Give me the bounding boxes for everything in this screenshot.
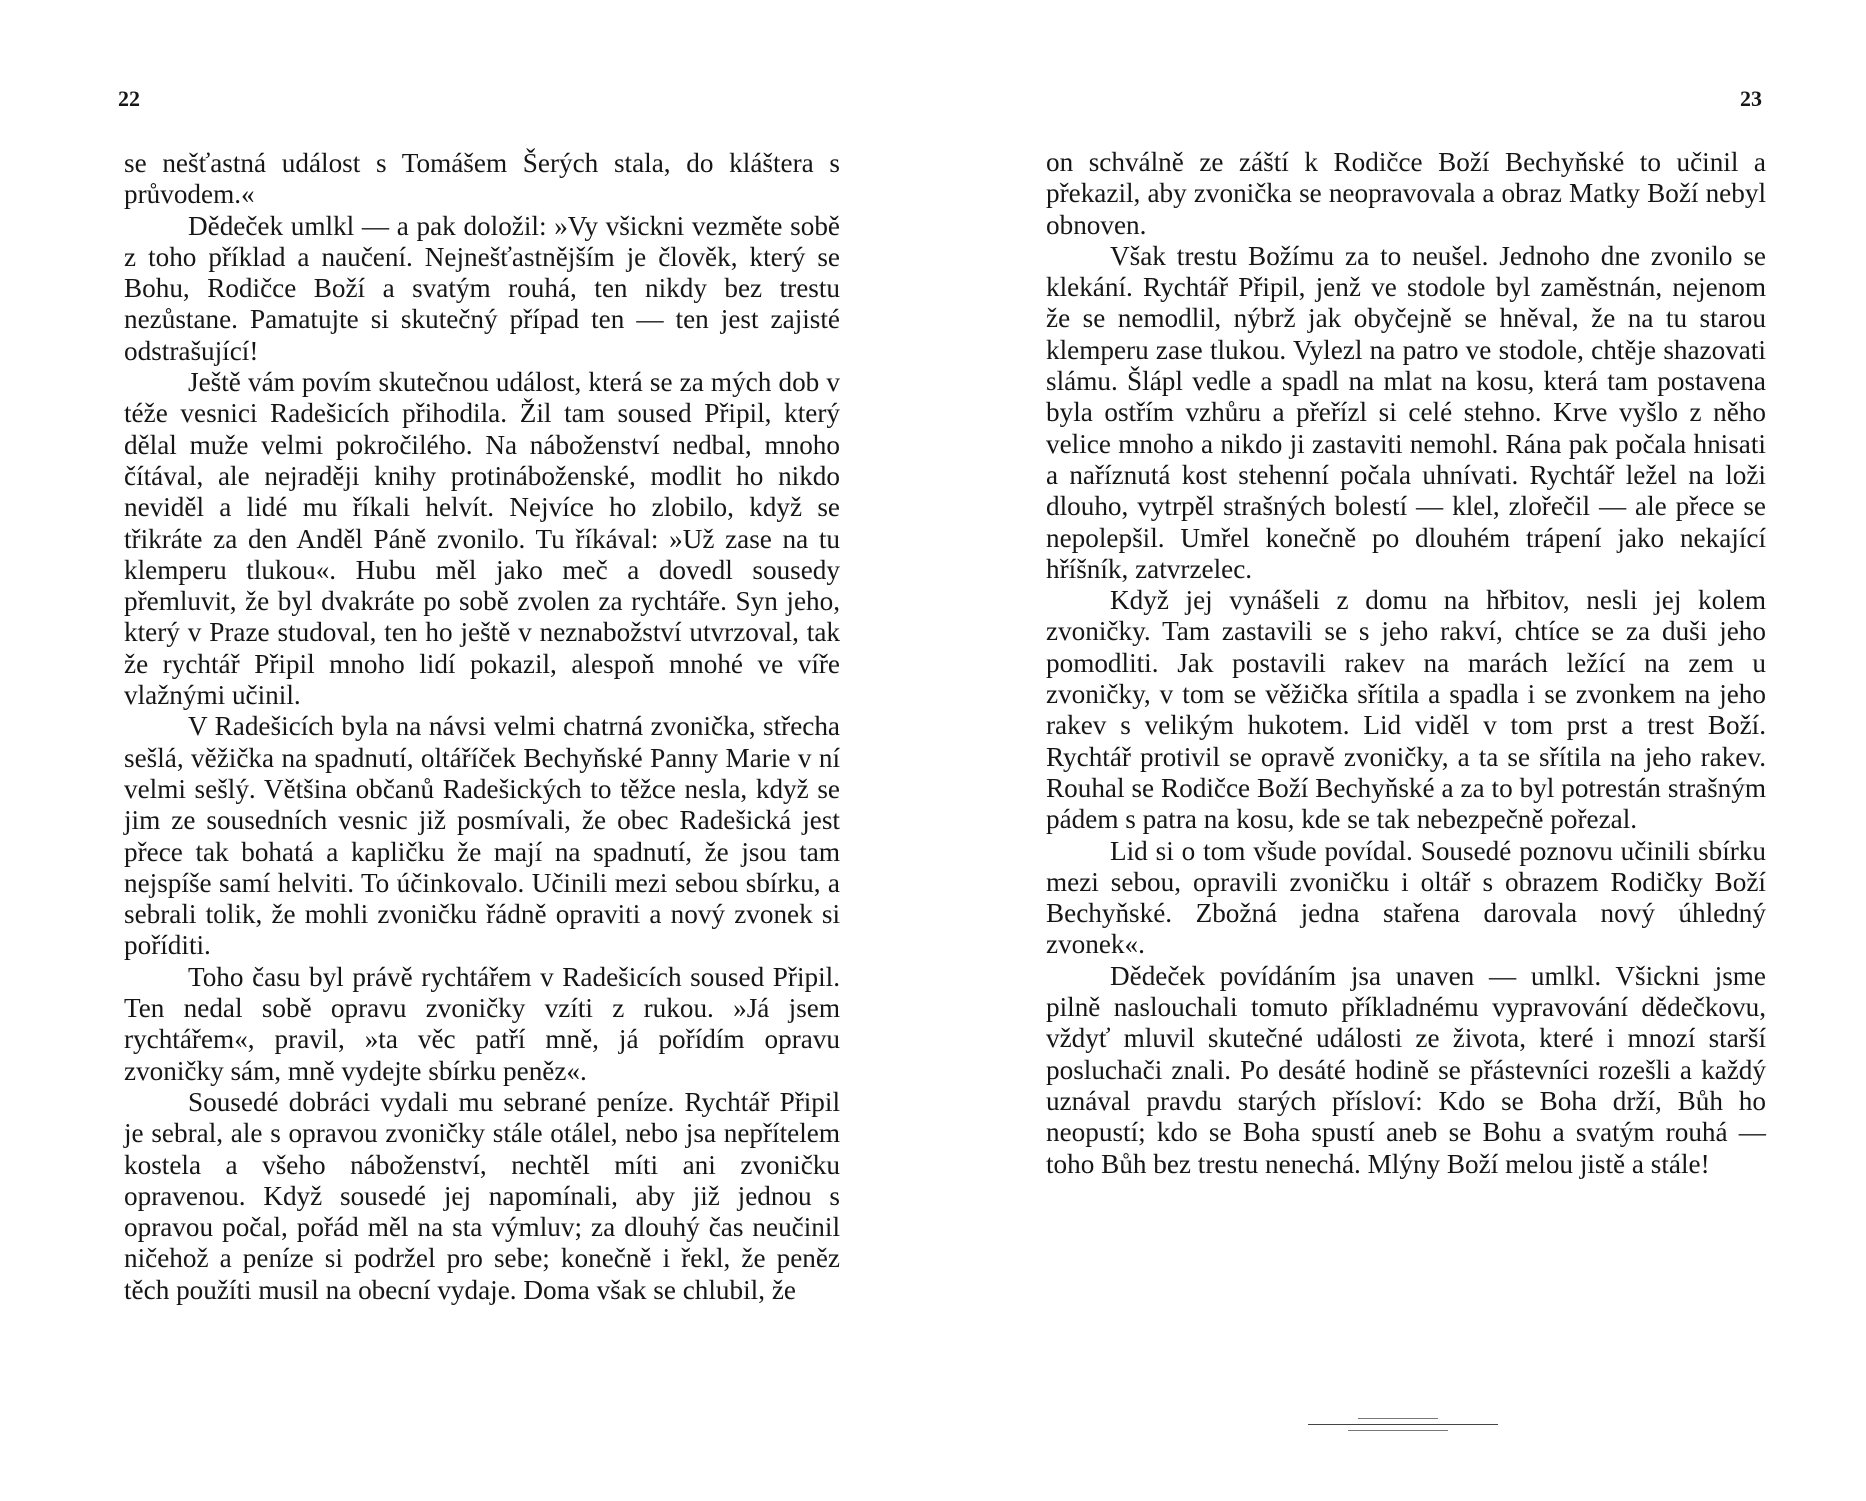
paragraph: Dědeček povídáním jsa unaven — umlkl. Všickni jsme pilně naslouchali tomuto příkladnému vypravování dědečkovu, vždyť mluvil skutečné události ze života, které i mnozí starší posluchači znali. Po desáté hodině se přástevníci rozešli a každý uznával pravdu starých přísloví: Kdo se Boha drží, Bůh ho neopustí; kdo se Boha spustí aneb se Bohu a svatým rouhá — toho Bůh bez trestu nenechá. Mlýny Boží melou jistě a stále!: [1046, 960, 1766, 1179]
page-number: 23: [1740, 86, 1762, 111]
paragraph: Dědeček umlkl — a pak doložil: »Vy všickni vezměte sobě z toho příklad a naučení. Nejnešťastnějším je člověk, který se Bohu, Rodičce Boží a svatým rouhá, ten nikdy bez trestu nezůstane. Pamatujte si skutečný případ ten — ten jest zajisté odstrašující!: [124, 210, 840, 366]
paragraph: Však trestu Božímu za to neušel. Jednoho dne zvonilo se klekání. Rychtář Připil, jenž ve stodole byl zaměstnán, nejenom že se nemodlil, nýbrž jak obyčejně se hněval, že na tu starou klemperu zase tlukou. Vylezl na patro ve stodole, chtěje shazovati slámu. Šlápl vedle a spadl na mlat na kosu, která tam postavena byla ostřím vzhůru a přeřízl si celé stehno. Krve vyšlo z něho velice mnoho a nikdo ji zastaviti nemohl. Rána pak počala hnisati a naříznutá kost stehenní počala uhnívati. Rychtář ležel na loži dlouho, vytrpěl strašných bolestí — klel, zlořečil — ale přece se nepolepšil. Umřel konečně po dlouhém trápení jako nekající hříšník, zatvrzelec.: [1046, 240, 1766, 584]
paragraph: Ještě vám povím skutečnou událost, která se za mých dob v téže vesnici Radešicích přihodila. Žil tam soused Připil, který dělal muže velmi pokročilého. Na náboženství nedbal, mnoho čítával, ale nejraději knihy protináboženské, modlit ho nikdo neviděl a lidé mu říkali helvít. Nejvíce ho zlobilo, když se třikráte za den Anděl Páně zvonilo. Tu říkával: »Už zase na tu klemperu tlukou«. Hubu měl jako meč a dovedl sousedy přemluvit, že byl dvakráte po sobě zvolen za rychtáře. Syn jeho, který v Praze studoval, ten ho ještě v neznabožství utvrzoval, tak že rychtář Připil mnoho lidí pokazil, alespoň mnohé ve víře vlažnými učinil.: [124, 367, 840, 711]
end-ornament-rule: [1308, 1418, 1498, 1432]
paragraph: on schválně ze záští k Rodičce Boží Bechyňské to učinil a překazil, aby zvonička se neopravovala a obraz Matky Boží nebyl obnoven.: [1046, 147, 1766, 240]
paragraph: Toho času byl právě rychtářem v Radešicích soused Připil. Ten nedal sobě opravu zvoničky vzíti z rukou. »Já jsem rychtářem«, pravil, »ta věc patří mně, já pořídím opravu zvoničky sám, mně vydejte sbírku peněz«.: [124, 961, 840, 1086]
paragraph: Sousedé dobráci vydali mu sebrané peníze. Rychtář Připil je sebral, ale s opravou zvoničky stále otálel, nebo jsa nepřítelem kostela a všeho náboženství, nechtěl míti ani zvoničku opravenou. Když sousedé jej napomínali, aby již jednou s opravou počal, pořád měl na sta výmluv; za dlouhý čas neučinil ničehož a peníze si podržel pro sebe; konečně i řekl, že peněz těch použíti musil na obecní vydaje. Doma však se chlubil, že: [124, 1086, 840, 1305]
page-number: 22: [118, 86, 140, 111]
paragraph: V Radešicích byla na návsi velmi chatrná zvonička, střecha sešlá, věžička na spadnutí, oltáříček Bechyňské Panny Marie v ní velmi sešlý. Většina občanů Radešických to těžce nesla, když se jim ze sousedních vesnic již posmívali, že obec Radešická jest přece tak bohatá a kapličku že mají na spadnutí, že jsou tam nejspíše samí helviti. To účinkovalo. Učinili mezi sebou sbírku, a sebrali tolik, že mohli zvoničku řádně opraviti a nový zvonek si poříditi.: [124, 711, 840, 961]
paragraph: Lid si o tom všude povídal. Sousedé poznovu učinili sbírku mezi sebou, opravili zvoničku i oltář s obrazem Rodičky Boží Bechyňské. Zbožná jedna stařena darovala nový úhledný zvonek«.: [1046, 835, 1766, 960]
page-text: [1046, 147, 1766, 1180]
paragraph: se nešťastná událost s Tomášem Šerých stala, do kláštera s průvodem.«: [124, 148, 840, 210]
paragraph: Když jej vynášeli z domu na hřbitov, nesli jej kolem zvoničky. Tam zastavili se s jeho rakví, chtíce se za duši jeho pomodliti. Jak postavili rakev na marách ležící na zem u zvoničky, v tom se věžička sřítila a spadla i se zvonkem na jeho rakev s velikým hukotem. Lid viděl v tom prst a trest Boží. Rychtář protivil se opravě zvoničky, a ta se sřítila na jeho rakev. Rouhal se Rodičce Boží Bechyňské a za to byl potrestán strašným pádem s patra na kosu, kde se tak nebezpečně pořezal.: [1046, 585, 1766, 835]
page-text: [124, 148, 840, 1306]
right-page: [933, 0, 1866, 1501]
